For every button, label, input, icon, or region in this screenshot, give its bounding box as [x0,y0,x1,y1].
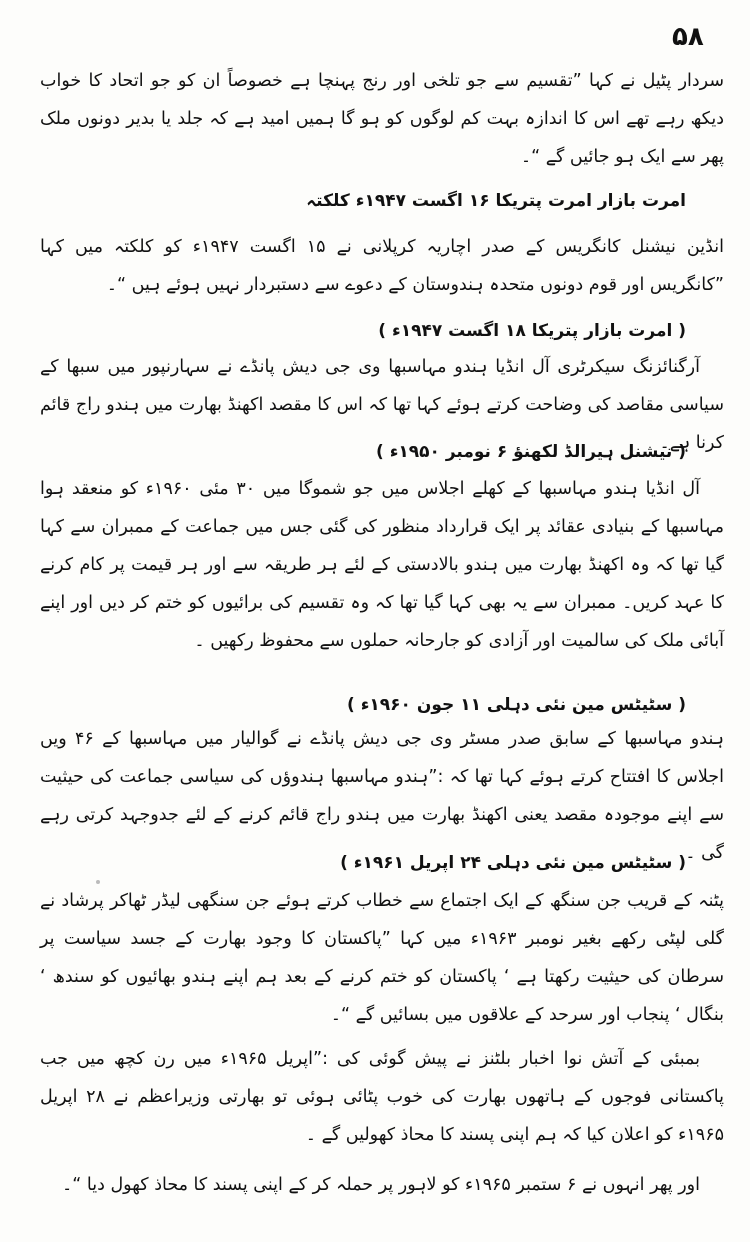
scan-speck [96,880,100,884]
paragraph-gwalior-session: ہندو مہاسبھا کے سابق صدر مسٹر وی جی دیش پانڈے نے گوالیار میں مہاسبھا کے ۴۶ ویں اجلاس کا افتتاح کرتے ہوئے کہا تھا کہ :”ہندو مہاسبھا ہندوؤں کی سیاسی جماعت کی حیثیت سے اپنے موجودہ مقصد یعنی اکھنڈ بھارت میں ہندو راج قائم کرنے کے لئے جدوجہد کرتی رہے گی ۔ [40,729,724,863]
paragraph-kripalani: انڈین نیشنل کانگریس کے صدر اچاریہ کرپلانی نے ۱۵ اگست ۱۹۴۷ء کو کلکتہ میں کہا ”کانگریس اور قوم دونوں متحدہ ہندوستان کے دعوے سے دستبردار نہیں ہوئے ہیں “۔ [40,237,725,295]
paragraph-sardar-patel: سردار پٹیل نے کہا ”تقسیم سے جو تلخی اور رنج پہنچا ہے خصوصاً ان کو جو اتحاد کا خواب دیکھ رہے تھے اس کا اندازہ بہت کم لوگوں کو ہو گا ہمیں امید ہے کہ جلد یا بدیر دونوں ملک پھر سے ایک ہو جائیں گے “۔ [40,71,724,167]
source-citation: ( سٹیٹس مین نئی دہلی ۱۱ جون ۱۹۶۰ء ) [347,695,686,715]
paragraph-jan-sangh: پٹنہ کے قریب جن سنگھ کے ایک اجتماع سے خطاب کرتے ہوئے جن سنگھی لیڈر ٹھاکر پرشاد نے گلی لپٹی رکھے بغیر نومبر ۱۹۶۳ء میں کہا ”پاکستان کا وجود بھارت کے جسد سیاست پر سرطان کی حیثیت رکھتا ہے ‘ پاکستان کو ختم کرنے کے بعد ہم اپنے ہندو بھائیوں کو سندھ ‘ بنگال ‘ پنجاب اور سرحد کے علاقوں میں بسائیں گے “۔ [40,891,724,1025]
page-number: ۵۸ [672,22,704,52]
source-citation: ( امرت بازار پتریکا ۱۸ اگست ۱۹۴۷ء ) [378,321,686,341]
paragraph-blitz-prediction: بمبئی کے آتش نوا اخبار بلٹنز نے پیش گوئی کی :”اپریل ۱۹۶۵ء میں رن کچھ میں جب پاکستانی فوجوں کے ہاتھوں بھارت کی خوب پٹائی ہوئی تو بھارتی وزیراعظم نے ۲۸ اپریل ۱۹۶۵ء کو اعلان کیا کہ ہم اپنی پسند کا محاذ کھولیں گے ۔ [40,1049,725,1145]
source-citation: ( نیشنل ہیرالڈ لکھنؤ ۶ نومبر ۱۹۵۰ء ) [376,442,686,462]
source-citation: امرت بازار امرت پتریکا ۱۶ اگست ۱۹۴۷ء کلکتہ [306,191,686,211]
source-citation: ( سٹیٹس مین نئی دہلی ۲۴ اپریل ۱۹۶۱ء ) [340,853,686,873]
paragraph-shimoga-session: آل انڈیا ہندو مہاسبھا کے کھلے اجلاس میں جو شموگا میں ۳۰ مئی ۱۹۶۰ء کو منعقد ہوا مہاسبھا کے بنیادی عقائد پر ایک قرارداد منظور کی گئی جس میں جماعت کے ممبران سے کہا گیا تھا کہ وہ اکھنڈ بھارت میں ہندو بالادستی کے لئے ہر طریقہ سے اور ہر قیمت پر کام کرنے کا عہد کریں۔ ممبران سے یہ بھی کہا گیا تھا کہ وہ تقسیم کی برائیوں کو ختم کر دیں اور اپنے آبائی ملک کی سالمیت اور آزادی کو جارحانہ حملوں سے محفوظ رکھیں ۔ [40,479,724,651]
paragraph-september-attack: اور پھر انہوں نے ۶ ستمبر ۱۹۶۵ء کو لاہور پر حملہ کر کے اپنی پسند کا محاذ کھول دیا “۔ [62,1175,700,1195]
paragraph-organizing-secretary: آرگنائزنگ سیکرٹری آل انڈیا ہندو مہاسبھا وی جی دیش پانڈے نے سہارنپور میں سبھا کے سیاسی مقاصد کی وضاحت کرتے ہوئے کہا تھا کہ اس کا مقصد اکھنڈ بھارت میں ہندو راج قائم کرنا ہے۔ [40,357,724,453]
